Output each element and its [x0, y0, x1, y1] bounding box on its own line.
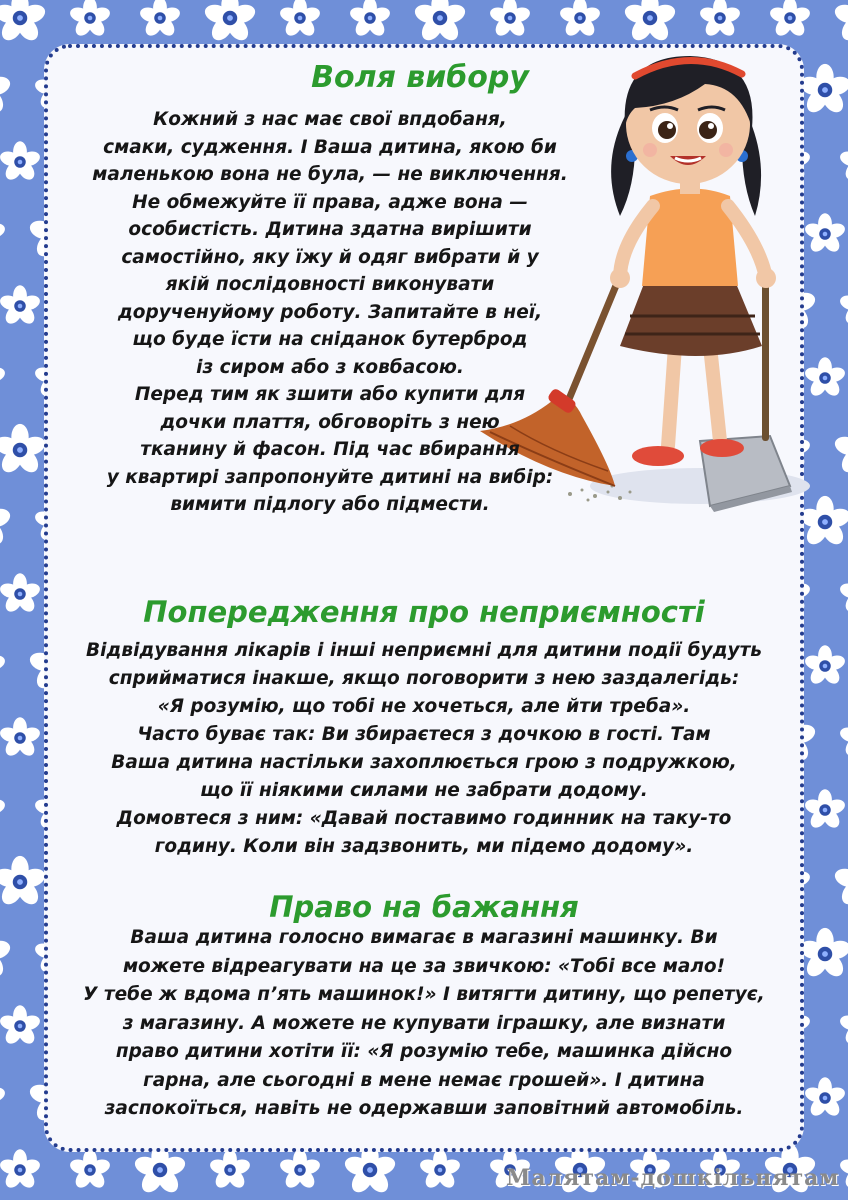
- text-line: особистість. Дитина здатна вирішити: [128, 219, 532, 240]
- text-line: заспокоїться, навіть не одержавши заповітний автомобіль.: [104, 1098, 744, 1119]
- text-line: Домовтеся з ним: «Давай поставимо годинник на таку-то: [116, 808, 732, 829]
- text-line: тканину й фасон. Під час вбирання: [140, 439, 520, 460]
- text-line: Кожний з нас має свої впдобаня,: [153, 109, 507, 130]
- text-line: у квартирі запропонуйте дитині на вибір:: [106, 466, 554, 488]
- text-line: Ваша дитина настільки захоплюється грою з подружкою,: [111, 752, 737, 773]
- text-line: Ваша дитина голосно вимагає в магазині машинку. Ви: [130, 927, 718, 948]
- text-line: що її ніякими силами не забрати додому.: [200, 780, 648, 801]
- text-line: дорученуйому роботу. Запитайте в неї,: [117, 301, 543, 323]
- text-line: Часто буває так: Ви збираєтеся з дочкою в гості. Там: [137, 724, 711, 745]
- text-line: вимити підлогу або підмести.: [170, 494, 490, 515]
- text-line: право дитини хотіти її: «Я розумію тебе, машинка дійсно: [115, 1041, 733, 1062]
- text-line: сприйматися інакше, якщо поговорити з нею заздалегідь:: [108, 668, 740, 689]
- text-line: дочки плаття, обговоріть з нею: [160, 411, 500, 433]
- section-title-choice: Воля вибору: [311, 60, 529, 95]
- text-line: Не обмежуйте її права, адже вона —: [132, 191, 528, 213]
- text-line: маленькою вона не була, — не виключення.: [92, 164, 568, 185]
- section-text-choice: [40, 106, 620, 519]
- text-line: самостійно, яку їжу й одяг вибрати й у: [121, 246, 539, 268]
- text-line: «Я розумію, що тобі не хочеться, але йти треба».: [157, 696, 691, 717]
- section-title-desire: Право на бажання: [269, 890, 579, 924]
- text-line: гарна, але сьогодні в мене немає грошей». І дитина: [143, 1069, 705, 1091]
- text-line: якій послідовності виконувати: [165, 274, 495, 295]
- section-text-warning: [44, 637, 804, 861]
- text-line: Перед тим як зшити або купити для: [134, 384, 526, 405]
- text-line: годину. Коли він задзвонить, ми підемо додому».: [154, 836, 694, 857]
- section-title-warning: Попередження про неприємності: [143, 595, 705, 629]
- text-line: Відвідування лікарів і інші неприємні для дитини події будуть: [85, 640, 762, 661]
- text-line: смаки, судження. І Ваша дитина, якою би: [103, 136, 557, 158]
- text-line: У тебе ж вдома п’ять машинок!» І витягти дитину, що репетує,: [83, 984, 765, 1005]
- section-text-desire: [44, 924, 804, 1124]
- text-line: з магазину. А можете не купувати іграшку, але визнати: [122, 1012, 726, 1034]
- text-line: із сиром або з ковбасою.: [196, 356, 464, 378]
- footer-watermark: Малятам-дошкільнятам: [506, 1165, 840, 1191]
- text-line: можете відреагувати на це за звичкою: «Тобі все мало!: [122, 955, 726, 977]
- text-line: що буде їсти на сніданок бутерброд: [132, 329, 528, 350]
